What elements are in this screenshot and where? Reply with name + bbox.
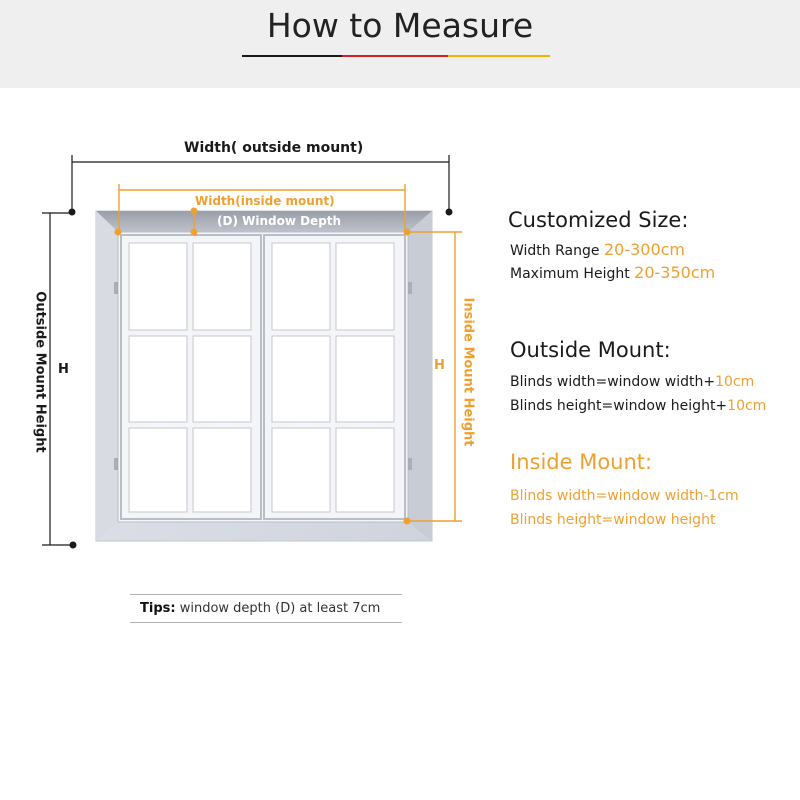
outside-height-formula [510, 398, 766, 414]
window-left-reveal [96, 211, 118, 541]
window-depth-label: (D) Window Depth [217, 214, 342, 228]
outside-corner-dot [446, 209, 453, 216]
tips-note [130, 594, 402, 623]
inside-height-h-label: H [434, 358, 445, 373]
inside-height-formula: Blinds height=window height [510, 512, 716, 528]
width-range-label: Width Range [510, 243, 600, 259]
outside-mount-height-label: Outside Mount Height [32, 291, 48, 453]
outside-width-value: 10cm [715, 374, 755, 390]
outside-mount-heading: Outside Mount: [510, 338, 671, 362]
outside-height-value: 10cm [727, 398, 767, 414]
width-outside-label: Width( outside mount) [184, 140, 364, 156]
width-range-value: 20-300cm [603, 240, 686, 259]
max-height-label: Maximum Height [510, 266, 630, 282]
page-title: How to Measure [266, 6, 534, 45]
width-inside-label: Width(inside mount) [195, 194, 335, 208]
window-right-reveal [408, 211, 432, 541]
tips-label: Tips: [140, 601, 176, 616]
max-height-value: 20-350cm [634, 263, 716, 282]
max-height-row [510, 263, 715, 282]
inside-width-formula: Blinds width=window width-1cm [510, 488, 739, 504]
outside-width-text: Blinds width=window width+ [510, 374, 716, 390]
outside-height-h-label: H [58, 362, 69, 377]
outside-corner-dot [69, 209, 76, 216]
outside-height-text: Blinds height=window height+ [510, 398, 728, 414]
inside-corner-dot [115, 229, 122, 236]
tips-text: window depth (D) at least 7cm [179, 601, 381, 616]
width-range-row [510, 240, 685, 259]
customized-size-heading: Customized Size: [508, 208, 689, 232]
depth-dot [191, 208, 198, 215]
outside-bottom-dot [70, 542, 77, 549]
depth-dot [191, 229, 198, 236]
inside-corner-dot [404, 229, 411, 236]
inside-mount-height-label: Inside Mount Height [460, 297, 476, 447]
inside-mount-heading: Inside Mount: [510, 450, 653, 474]
outside-width-formula [510, 374, 754, 390]
inside-corner-dot [404, 518, 411, 525]
